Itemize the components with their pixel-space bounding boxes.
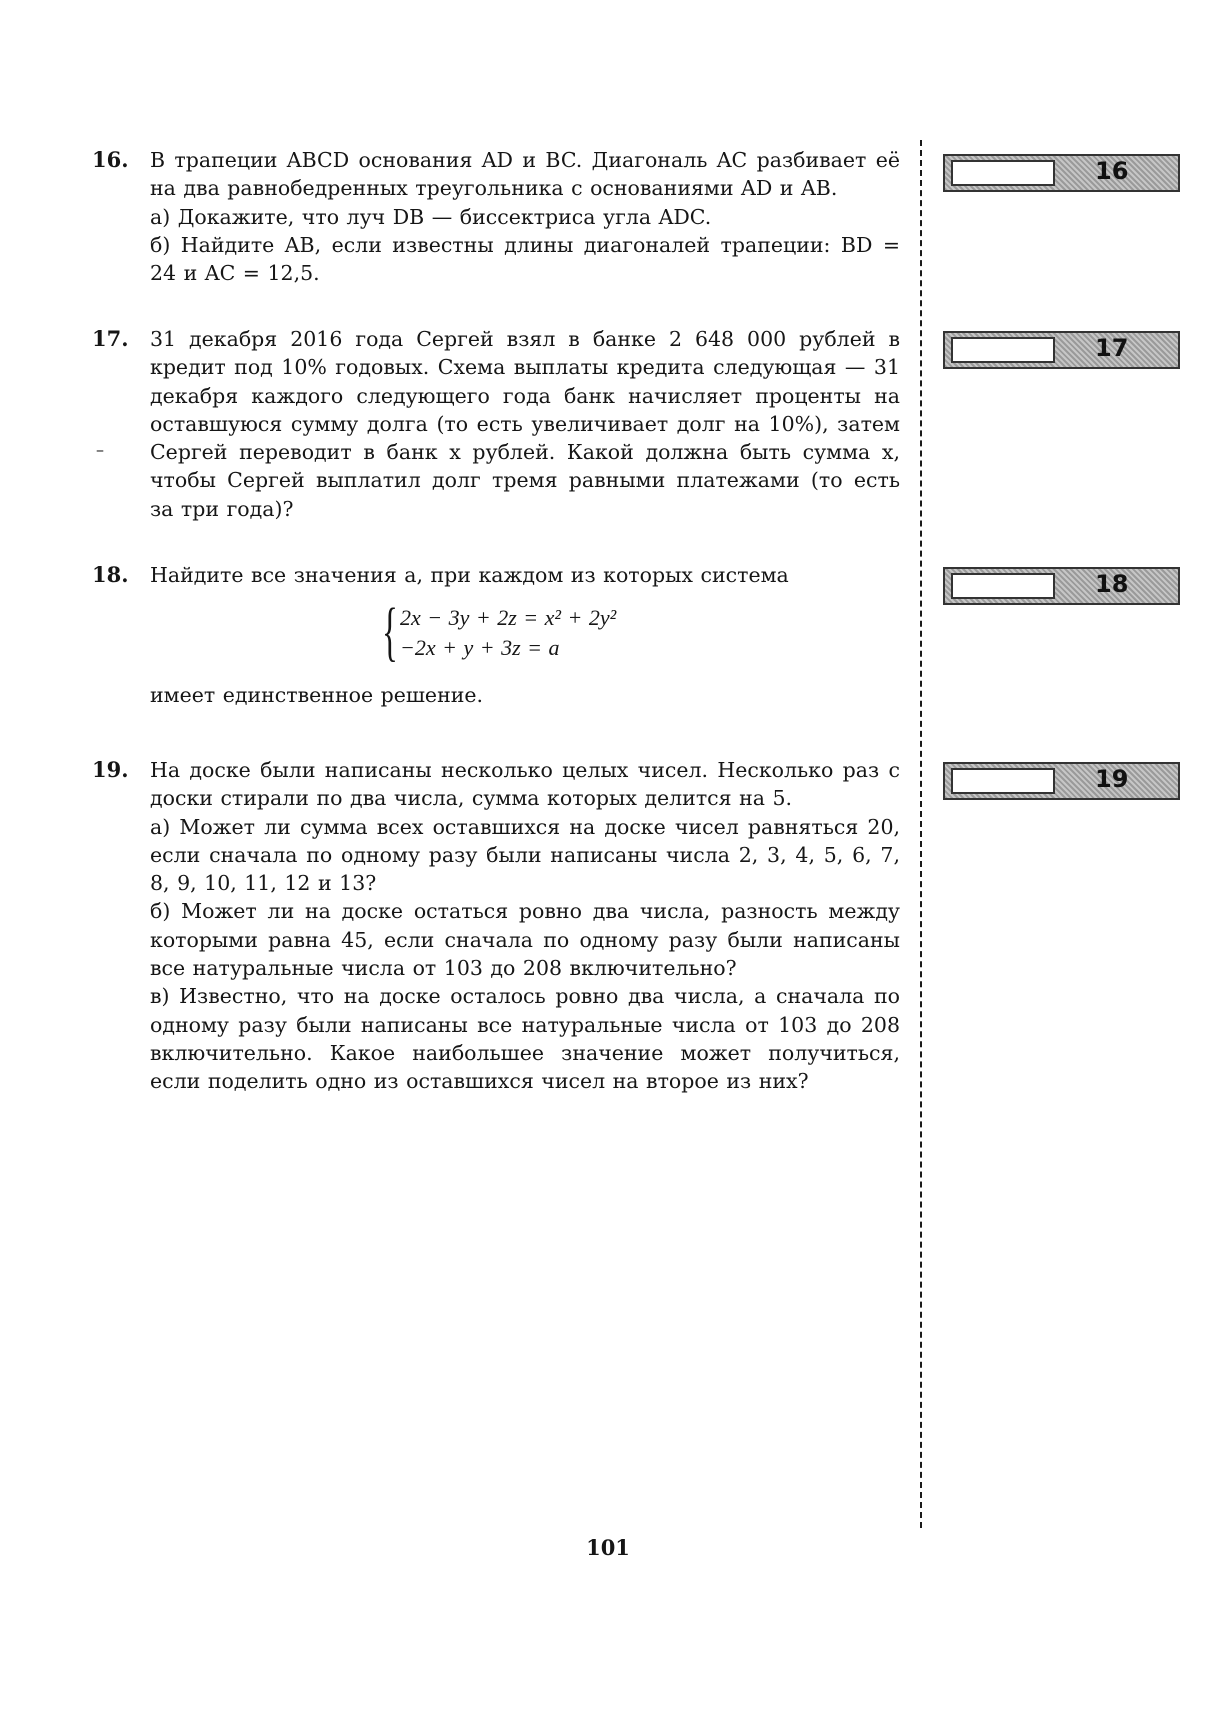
answer-cell[interactable] (951, 337, 1055, 363)
answer-box-label: 17 (1095, 334, 1129, 362)
answer-box-label: 16 (1095, 157, 1129, 185)
page-number: 101 (586, 1535, 630, 1560)
problem-18 (92, 561, 902, 710)
problem-text (150, 756, 900, 1096)
problem-text (150, 325, 900, 523)
answer-box-16 (943, 154, 1180, 192)
system-brace: { (382, 595, 398, 669)
answer-cell[interactable] (951, 160, 1055, 186)
problem-19 (92, 756, 902, 1096)
equation-system (382, 595, 900, 669)
answer-box-label: 18 (1095, 570, 1129, 598)
problem-part-b: б) Найдите AB, если известны длины диагоналей трапеции: BD = 24 и AC = 12,5. (150, 232, 900, 286)
problem-number: 19. (92, 757, 129, 782)
equation-2: −2x + y + 3z = a (400, 635, 560, 661)
problem-statement: На доске были написаны несколько целых чисел. Несколько раз с доски стирали по два числа, сумма которых делится на 5. (150, 758, 900, 811)
problem-statement: 31 декабря 2016 года Сергей взял в банке 2 648 000 рублей в кредит под 10% годовых. Схема выплаты кредита следующая — 31 декабря каждого следующего года банк начисляет проценты на оставшуюся сумму долга (то есть увеличивает долг на 10%), затем Сергей переводит в банк x рублей. Какой должна быть сумма x, чтобы Сергей выплатил долг тремя равными платежами (то есть за три года)? (150, 327, 900, 521)
problem-part-a: а) Может ли сумма всех оставшихся на доске чисел равняться 20, если сначала по одному разу были написаны числа 2, 3, 4, 5, 6, 7, 8, 9, 10, 11, 12 и 13? (150, 814, 900, 896)
problem-17 (92, 325, 902, 523)
problem-number: 17. (92, 326, 129, 351)
problem-part-a: а) Докажите, что луч DB — биссектриса угла ADC. (150, 204, 712, 229)
problem-text (150, 146, 900, 287)
answer-box-19 (943, 762, 1180, 800)
answer-cell[interactable] (951, 573, 1055, 599)
problem-number: 18. (92, 562, 129, 587)
problem-intro: Найдите все значения a, при каждом из которых система (150, 563, 789, 587)
answer-cell[interactable] (951, 768, 1055, 794)
answer-box-18 (943, 567, 1180, 605)
problem-part-c: в) Известно, что на доске осталось ровно два числа, а сначала по одному разу были написаны все натуральные числа от 103 до 208 включительно. Какое наибольшее значение может получиться, если поделить одно из оставшихся чисел на второе из них? (150, 984, 900, 1094)
problem-part-b: б) Может ли на доске остаться ровно два числа, разность между которыми равна 45, если сначала по одному разу были написаны все натуральные числа от 103 до 208 включительно? (150, 899, 900, 981)
answer-box-17 (943, 331, 1180, 369)
answer-box-label: 19 (1095, 765, 1129, 793)
margin-mark: – (96, 440, 104, 459)
problem-outro: имеет единственное решение. (150, 683, 484, 708)
problem-number: 16. (92, 147, 129, 172)
equation-1: 2x − 3y + 2z = x² + 2y² (400, 605, 617, 631)
problem-16 (92, 146, 902, 287)
problem-text (150, 561, 900, 710)
problem-statement: В трапеции ABCD основания AD и BC. Диагональ AC разбивает её на два равнобедренных треугольника с основаниями AD и AB. (150, 148, 900, 201)
cut-line (920, 140, 922, 1528)
